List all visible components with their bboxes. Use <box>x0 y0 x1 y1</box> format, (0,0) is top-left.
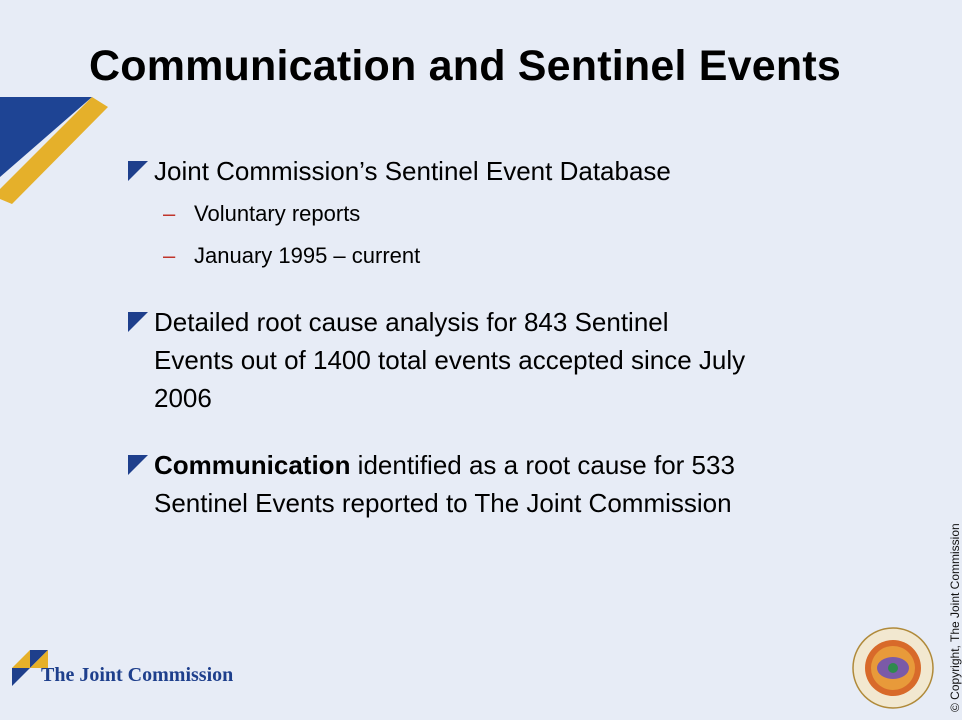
bullet-triangle-icon <box>128 161 148 181</box>
bullet-item <box>128 446 735 522</box>
sub-bullet-text: January 1995 – current <box>194 243 421 268</box>
page-title: Communication and Sentinel Events <box>88 42 842 90</box>
bullet-item <box>128 303 745 417</box>
bullet-line: Detailed root cause analysis for 843 Sentinel <box>154 307 669 337</box>
corner-chevron-icon <box>0 97 110 207</box>
sub-bullet-text: Voluntary reports <box>194 201 361 226</box>
bullet-line: Events out of 1400 total events accepted since July <box>154 345 746 375</box>
bullet-line <box>154 446 735 484</box>
copyright-text: © Copyright, The Joint Commission <box>948 523 962 712</box>
bullet-triangle-icon <box>128 312 148 332</box>
sub-bullet-item <box>163 243 420 269</box>
sub-bullet-dash: – <box>163 243 176 268</box>
sub-bullet-item <box>163 201 360 227</box>
bullet-triangle-icon <box>128 455 148 475</box>
bullet-text: Joint Commission’s Sentinel Event Database <box>154 156 671 186</box>
bullet-rest-text: identified as a root cause for 533 <box>350 450 735 480</box>
bullet-bold-term: Communication <box>154 450 351 480</box>
bullet-item <box>128 152 671 190</box>
cultural-competency-seal-icon <box>852 627 934 709</box>
logo-text: The Joint Commission <box>41 664 234 686</box>
sub-bullet-dash: – <box>163 201 176 226</box>
bullet-line: 2006 <box>154 383 212 413</box>
bullet-line: Sentinel Events reported to The Joint Commission <box>154 488 732 518</box>
